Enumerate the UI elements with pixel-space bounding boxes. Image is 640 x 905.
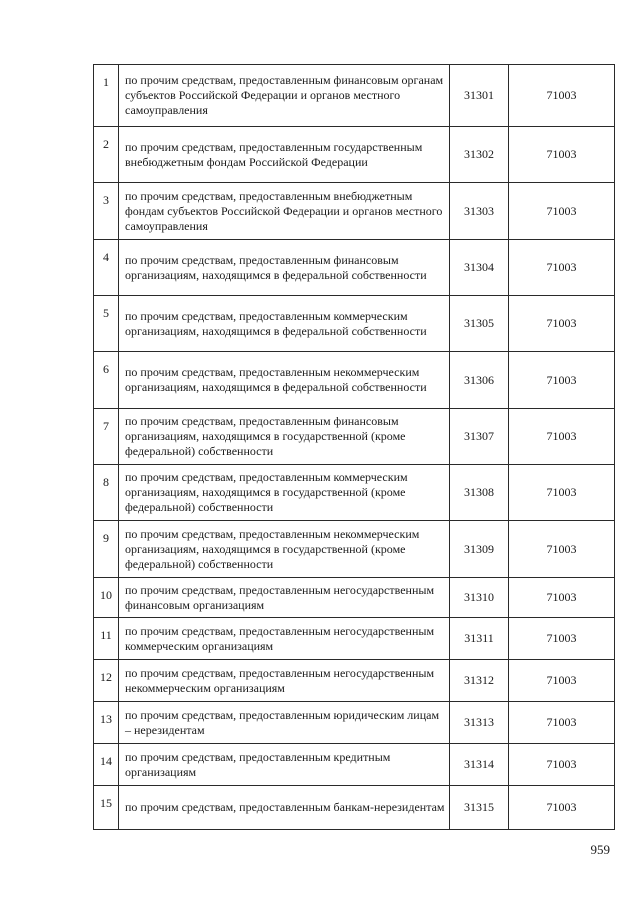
row-description: по прочим средствам, предоставленным негосударственным некоммерческим организациям: [119, 660, 450, 702]
table-row: [94, 183, 615, 240]
table-row: [94, 618, 615, 660]
row-kbk: 71003: [509, 409, 615, 465]
row-number: 7: [94, 409, 119, 465]
row-kbk: 71003: [509, 578, 615, 618]
row-kbk: 71003: [509, 296, 615, 352]
row-number: 4: [94, 240, 119, 296]
row-number: 1: [94, 65, 119, 127]
table-row: [94, 409, 615, 465]
row-number: 5: [94, 296, 119, 352]
row-description: по прочим средствам, предоставленным коммерческим организациям, находящимся в федеральной собственности: [119, 296, 450, 352]
row-description: по прочим средствам, предоставленным некоммерческим организациям, находящимся в федеральной собственности: [119, 352, 450, 409]
table-row: [94, 660, 615, 702]
row-kbk: 71003: [509, 465, 615, 521]
document-table: [93, 64, 615, 830]
table-row: [94, 65, 615, 127]
row-number: 14: [94, 744, 119, 786]
row-code: 31311: [450, 618, 509, 660]
row-code: 31307: [450, 409, 509, 465]
table-row: [94, 744, 615, 786]
table-row: [94, 296, 615, 352]
row-description: по прочим средствам, предоставленным финансовым организациям, находящимся в государственной (кроме федеральной) собственности: [119, 409, 450, 465]
row-kbk: 71003: [509, 352, 615, 409]
table-row: [94, 578, 615, 618]
row-code: 31301: [450, 65, 509, 127]
row-number: 11: [94, 618, 119, 660]
row-kbk: 71003: [509, 744, 615, 786]
table-row: [94, 786, 615, 830]
row-code: 31305: [450, 296, 509, 352]
row-description: по прочим средствам, предоставленным финансовым организациям, находящимся в федеральной собственности: [119, 240, 450, 296]
row-description: по прочим средствам, предоставленным финансовым органам субъектов Российской Федерации и органов местного самоуправления: [119, 65, 450, 127]
row-code: 31310: [450, 578, 509, 618]
row-number: 10: [94, 578, 119, 618]
row-code: 31302: [450, 127, 509, 183]
row-number: 3: [94, 183, 119, 240]
row-description: по прочим средствам, предоставленным коммерческим организациям, находящимся в государственной (кроме федеральной) собственности: [119, 465, 450, 521]
row-kbk: 71003: [509, 65, 615, 127]
row-kbk: 71003: [509, 127, 615, 183]
row-kbk: 71003: [509, 183, 615, 240]
row-description: по прочим средствам, предоставленным внебюджетным фондам субъектов Российской Федерации и органов местного самоуправления: [119, 183, 450, 240]
row-description: по прочим средствам, предоставленным негосударственным коммерческим организациям: [119, 618, 450, 660]
row-number: 12: [94, 660, 119, 702]
row-kbk: 71003: [509, 786, 615, 830]
row-number: 13: [94, 702, 119, 744]
table-row: [94, 521, 615, 578]
row-code: 31315: [450, 786, 509, 830]
table-row: [94, 127, 615, 183]
table-row: [94, 702, 615, 744]
row-code: 31313: [450, 702, 509, 744]
row-code: 31314: [450, 744, 509, 786]
row-code: 31303: [450, 183, 509, 240]
row-number: 6: [94, 352, 119, 409]
row-description: по прочим средствам, предоставленным банкам-нерезидентам: [119, 786, 450, 830]
row-kbk: 71003: [509, 521, 615, 578]
table-row: [94, 352, 615, 409]
row-kbk: 71003: [509, 660, 615, 702]
row-description: по прочим средствам, предоставленным некоммерческим организациям, находящимся в государственной (кроме федеральной) собственности: [119, 521, 450, 578]
row-number: 2: [94, 127, 119, 183]
row-description: по прочим средствам, предоставленным кредитным организациям: [119, 744, 450, 786]
row-code: 31312: [450, 660, 509, 702]
row-description: по прочим средствам, предоставленным юридическим лицам – нерезидентам: [119, 702, 450, 744]
page-number: 959: [590, 842, 610, 857]
row-number: 9: [94, 521, 119, 578]
row-code: 31306: [450, 352, 509, 409]
row-description: по прочим средствам, предоставленным негосударственным финансовым организациям: [119, 578, 450, 618]
table-row: [94, 465, 615, 521]
row-kbk: 71003: [509, 618, 615, 660]
row-number: 8: [94, 465, 119, 521]
row-code: 31304: [450, 240, 509, 296]
row-kbk: 71003: [509, 240, 615, 296]
row-number: 15: [94, 786, 119, 830]
table-row: [94, 240, 615, 296]
row-description: по прочим средствам, предоставленным государственным внебюджетным фондам Российской Федерации: [119, 127, 450, 183]
row-kbk: 71003: [509, 702, 615, 744]
row-code: 31308: [450, 465, 509, 521]
row-code: 31309: [450, 521, 509, 578]
